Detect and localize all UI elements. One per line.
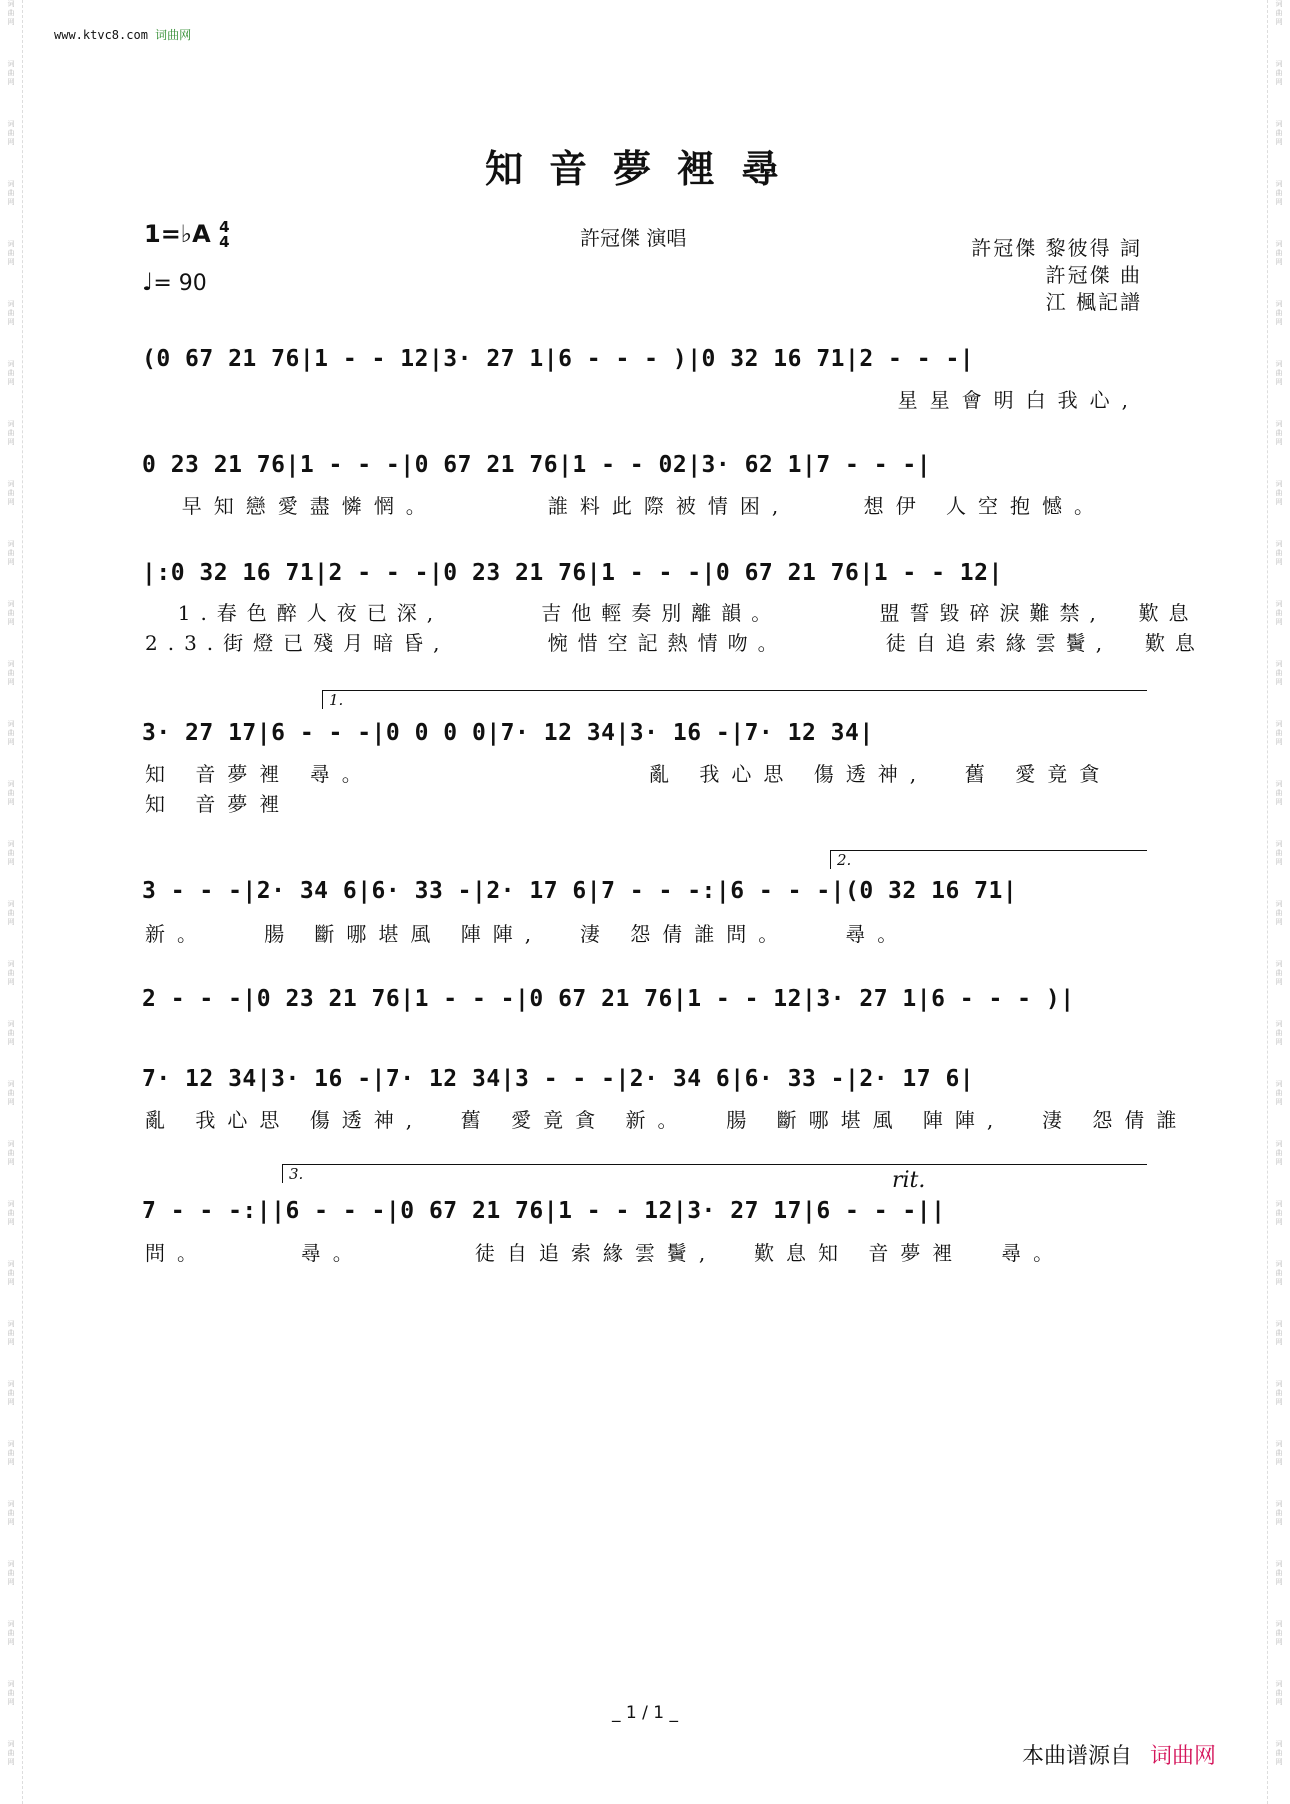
watermark-text: 词 曲 网 bbox=[1275, 1200, 1283, 1226]
watermark-text: 词 曲 网 bbox=[7, 720, 15, 746]
source-label: 本曲谱源自 bbox=[1022, 1744, 1133, 1769]
lyric-row-2: 早知戀愛盡憐惘。 誰料此際被情困, 想伊 人空抱憾。 bbox=[145, 494, 1107, 518]
performer: 許冠傑 演唱 bbox=[580, 226, 687, 250]
watermark-text: 词 曲 网 bbox=[7, 1620, 15, 1646]
watermark-text: 词 曲 网 bbox=[1275, 1380, 1283, 1406]
watermark-text: 词 曲 网 bbox=[1275, 60, 1283, 86]
watermark-text: 词 曲 网 bbox=[1275, 600, 1283, 626]
time-signature bbox=[219, 220, 229, 250]
watermark-text: 词 曲 网 bbox=[7, 1080, 15, 1106]
song-title: 知音夢裡尋 bbox=[484, 146, 805, 191]
lyric-row-3a: 1.春色醉人夜已深, 吉他輕奏別離韻。 盟誓毀碎淚難禁, 歎息 bbox=[145, 601, 1199, 625]
watermark-text: 词 曲 网 bbox=[7, 1020, 15, 1046]
watermark-text: 词 曲 网 bbox=[1275, 1260, 1283, 1286]
score-row-7: 7· 12 34|3· 16 -|7· 12 34|3 - - -|2· 34 6|6· 33 -|2· 17 6| bbox=[142, 1066, 975, 1092]
score-row-6: 2 - - -|0 23 21 76|1 - - -|0 67 21 76|1 - - 12|3· 27 1|6 - - - )| bbox=[142, 986, 1075, 1012]
page-number: _ 1 / 1 _ bbox=[612, 1703, 678, 1723]
tempo-marking bbox=[142, 268, 207, 296]
volta-bracket-3 bbox=[282, 1164, 1147, 1183]
quarter-note-icon: ♩ bbox=[142, 268, 154, 296]
right-watermark-strip bbox=[1268, 0, 1290, 1804]
score-row-5: 3 - - -|2· 34 6|6· 33 -|2· 17 6|7 - - -:|6 - - -|(0 32 16 71| bbox=[142, 878, 1018, 904]
watermark-text: 词 曲 网 bbox=[1275, 180, 1283, 206]
watermark-text: 词 曲 网 bbox=[1275, 420, 1283, 446]
credit-lyrics: 許冠傑 黎彼得 詞 bbox=[971, 236, 1142, 260]
lyric-row-7: 亂 我心思 傷透神, 舊 愛竟貪 新。 腸 斷哪堪風 陣陣, 淒 怨倩誰 bbox=[145, 1108, 1189, 1132]
volta-bracket-2 bbox=[830, 850, 1147, 869]
watermark-text: 词 曲 网 bbox=[7, 1440, 15, 1466]
volta-label-2: 2. bbox=[837, 851, 852, 869]
watermark-text: 词 曲 网 bbox=[7, 240, 15, 266]
time-signature-top: 4 bbox=[219, 218, 230, 236]
watermark-text: 词 曲 网 bbox=[7, 1500, 15, 1526]
watermark-text: 词 曲 网 bbox=[7, 1200, 15, 1226]
watermark-text: 词 曲 网 bbox=[7, 960, 15, 986]
watermark-text: 词 曲 网 bbox=[1275, 300, 1283, 326]
watermark-text: 词 曲 网 bbox=[1275, 900, 1283, 926]
watermark-text: 词 曲 网 bbox=[1275, 1560, 1283, 1586]
watermark-text: 词 曲 网 bbox=[1275, 1080, 1283, 1106]
score-row-4: 3· 27 17|6 - - -|0 0 0 0|7· 12 34|3· 16 -|7· 12 34| bbox=[142, 720, 874, 746]
watermark-text: 词 曲 网 bbox=[7, 840, 15, 866]
watermark-text: 词 曲 网 bbox=[7, 360, 15, 386]
watermark-text: 词 曲 网 bbox=[1275, 1740, 1283, 1766]
lyric-row-8: 問。 尋。 徒自追索緣雲鬢, 歎息知 音夢裡 尋。 bbox=[145, 1241, 1066, 1265]
watermark-text: 词 曲 网 bbox=[7, 120, 15, 146]
watermark-text: 词 曲 网 bbox=[1275, 960, 1283, 986]
volta-label-1: 1. bbox=[329, 691, 344, 709]
score-row-3: |:0 32 16 71|2 - - -|0 23 21 76|1 - - -|0 67 21 76|1 - - 12| bbox=[142, 560, 1003, 586]
time-signature-bottom: 4 bbox=[219, 233, 230, 251]
left-border-line bbox=[22, 0, 23, 1804]
watermark-text: 词 曲 网 bbox=[7, 900, 15, 926]
watermark-text: 词 曲 网 bbox=[1275, 240, 1283, 266]
watermark-text: 词 曲 网 bbox=[7, 180, 15, 206]
watermark-text: 词 曲 网 bbox=[7, 600, 15, 626]
watermark-text: 词 曲 网 bbox=[1275, 1680, 1283, 1706]
watermark-text: 词 曲 网 bbox=[7, 420, 15, 446]
score-row-2: 0 23 21 76|1 - - -|0 67 21 76|1 - - 02|3· 62 1|7 - - -| bbox=[142, 452, 932, 478]
watermark-text: 词 曲 网 bbox=[7, 540, 15, 566]
key-label: 1=♭A bbox=[144, 220, 211, 248]
watermark-text: 词 曲 网 bbox=[7, 60, 15, 86]
watermark-text: 词 曲 网 bbox=[7, 1380, 15, 1406]
watermark-text: 词 曲 网 bbox=[1275, 780, 1283, 806]
site-url: www.ktvc8.com bbox=[54, 28, 148, 42]
watermark-text: 词 曲 网 bbox=[1275, 480, 1283, 506]
site-tag bbox=[54, 26, 191, 43]
lyric-row-4a: 知 音夢裡 尋。 亂 我心思 傷透神, 舊 愛竟貪 bbox=[145, 762, 1112, 786]
ritardando-marking: rit. bbox=[892, 1168, 926, 1193]
watermark-text: 词 曲 网 bbox=[7, 1740, 15, 1766]
credits bbox=[971, 235, 1142, 316]
watermark-text: 词 曲 网 bbox=[7, 480, 15, 506]
watermark-text: 词 曲 网 bbox=[1275, 1020, 1283, 1046]
watermark-text: 词 曲 网 bbox=[7, 1320, 15, 1346]
source-brand: 词曲网 bbox=[1150, 1744, 1217, 1769]
watermark-text: 词 曲 网 bbox=[7, 780, 15, 806]
lyric-row-4b: 知 音夢裡 bbox=[145, 792, 292, 816]
lyric-row-3b: 2.3.街燈已殘月暗昏, 惋惜空記熱情吻。 徒自追索緣雲鬢, 歎息 bbox=[145, 631, 1205, 655]
watermark-text: 词 曲 网 bbox=[7, 1560, 15, 1586]
watermark-text: 词 曲 网 bbox=[7, 1680, 15, 1706]
watermark-text: 词 曲 网 bbox=[1275, 660, 1283, 686]
watermark-text: 词 曲 网 bbox=[1275, 1320, 1283, 1346]
watermark-text: 词 曲 网 bbox=[1275, 1140, 1283, 1166]
credit-music: 許冠傑 曲 bbox=[1045, 263, 1142, 287]
watermark-text: 词 曲 网 bbox=[1275, 1440, 1283, 1466]
watermark-text: 词 曲 网 bbox=[1275, 1500, 1283, 1526]
lyric-row-5: 新。 腸 斷哪堪風 陣陣, 淒 怨倩誰問。 尋。 bbox=[145, 922, 910, 946]
score-row-1: (0 67 21 76|1 - - 12|3· 27 1|6 - - - )|0 32 16 71|2 - - -| bbox=[142, 346, 975, 372]
watermark-text: 词 曲 网 bbox=[1275, 840, 1283, 866]
watermark-text: 词 曲 网 bbox=[1275, 1620, 1283, 1646]
watermark-text: 词 曲 网 bbox=[7, 300, 15, 326]
site-brand: 词曲网 bbox=[155, 28, 192, 42]
watermark-text: 词 曲 网 bbox=[7, 1140, 15, 1166]
watermark-text: 词 曲 网 bbox=[1275, 120, 1283, 146]
watermark-text: 词 曲 网 bbox=[7, 660, 15, 686]
lyric-row-1: 星星會明白我心, bbox=[145, 388, 1141, 412]
score-row-8: 7 - - -:||6 - - -|0 67 21 76|1 - - 12|3· 27 17|6 - - -|| bbox=[142, 1198, 946, 1224]
volta-bracket-1 bbox=[322, 690, 1147, 709]
watermark-text: 词 曲 网 bbox=[1275, 720, 1283, 746]
watermark-text: 词 曲 网 bbox=[1275, 360, 1283, 386]
watermark-text: 词 曲 网 bbox=[7, 1260, 15, 1286]
watermark-text: 词 曲 网 bbox=[7, 0, 15, 26]
volta-label-3: 3. bbox=[289, 1165, 304, 1183]
credit-transcriber: 江 楓記譜 bbox=[1045, 290, 1142, 314]
watermark-text: 词 曲 网 bbox=[1275, 0, 1283, 26]
key-signature bbox=[144, 220, 230, 250]
watermark-text: 词 曲 网 bbox=[1275, 540, 1283, 566]
source-credit bbox=[1022, 1739, 1216, 1770]
left-watermark-strip bbox=[0, 0, 22, 1804]
tempo-value: = 90 bbox=[153, 271, 207, 296]
